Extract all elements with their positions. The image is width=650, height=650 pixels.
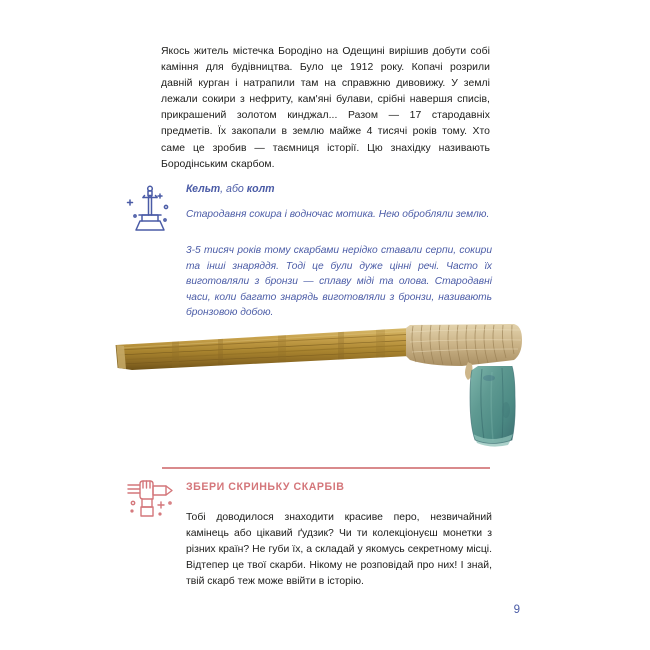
definition-subtitle: Стародавня сокира і водночас мотика. Нею обробляли землю. [186,209,490,220]
definition-text-body [186,182,516,238]
section-divider-rule [162,467,490,469]
definition-term: Кельт [186,183,221,195]
intro-paragraph: Якось житель містечка Бородіно на Одещині вирішив добути собі каміння для будівництва. Було це 1912 року. Копачі розрили давній курган і натрапили там на справжню дивовижу. У землі лежали сокири з нефриту, кам'яні булави, срібні навершя списів, прикрашений золотом кинджал... Разом — 17 стародавніх предметів. Їх закопали в землю майже 4 тисячі років тому. Хто саме це зробив — таємниця історії. Цю знахідку називають Бородінським скарбом. [161,46,490,170]
definition-body-paragraph: 3-5 тисяч років тому скарбами нерідко ставали серпи, сокири та інші знаряддя. Тоді це були дуже цінні речі. Часто їх виготовляли з бронзи — сплаву міді та олова. Стародавні часи, коли багато знарядь виготовляли з бронзи, називають бронзовою добою. [186,245,492,319]
page-number: 9 [513,604,520,616]
definition-term-separator: , або [220,183,247,195]
hand-with-pencil-icon [126,476,178,522]
collect-section-title: ЗБЕРИ СКРИНЬКУ СКАРБІВ [186,481,345,493]
definition-term-alt: колт [246,183,275,195]
definition-title [186,182,516,196]
ancient-axe-illustration [110,318,550,458]
collect-section-paragraph: Тобі доводилося знаходити красиве перо, незвичайний камінець або цікавий ґудзик? Чи ти колекціонуєш монетки з різних країн? Не губи їх, а складай у якомусь секретному місці. Відтепер це твої скарби. Нікому не розповідай про них! І знай, твій скарб теж може ввійти в історію. [186,512,492,588]
sword-in-stone-icon [126,184,174,234]
